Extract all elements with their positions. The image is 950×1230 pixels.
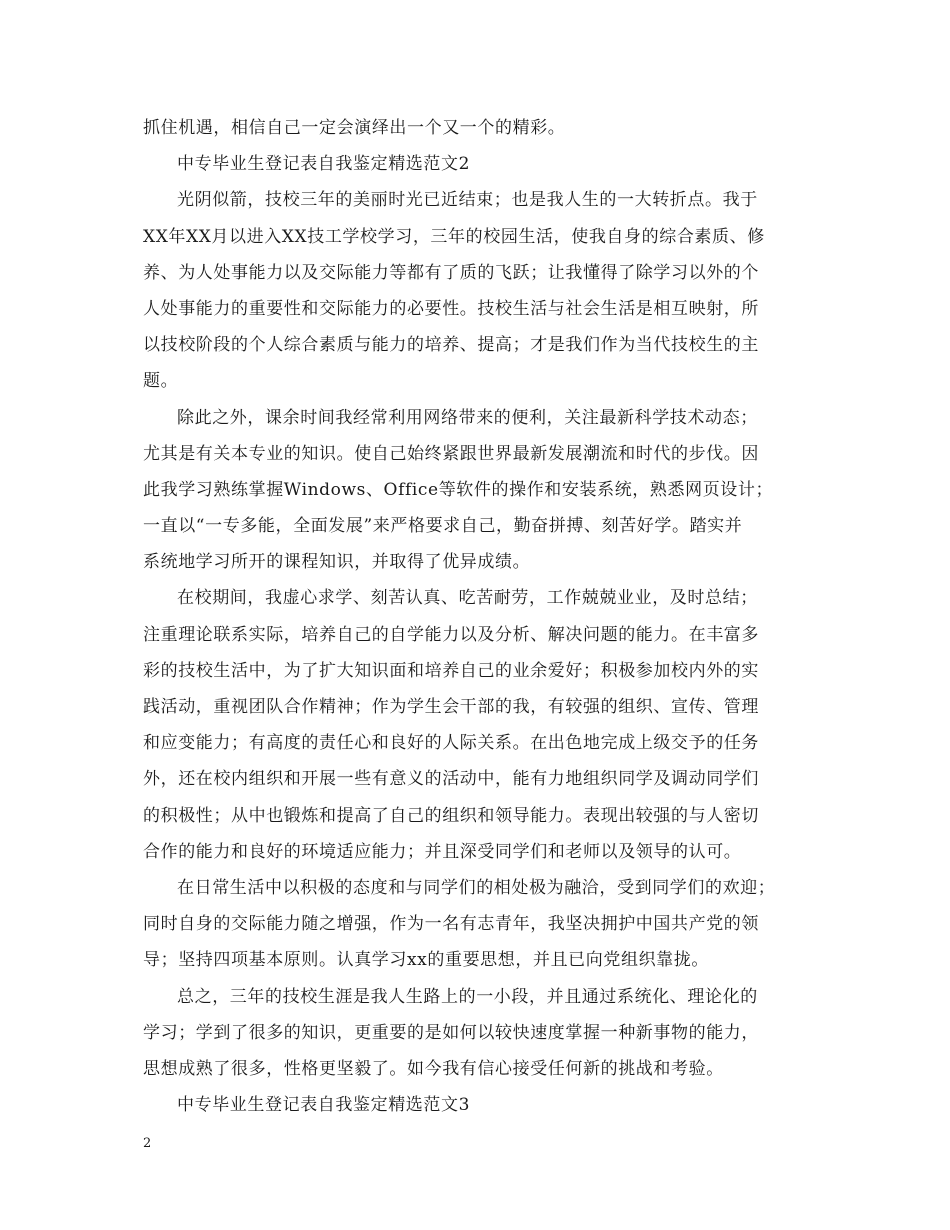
- text-line: 彩的技校生活中，为了扩大知识面和培养自己的业余爱好；积极参加校内外的实: [143, 660, 759, 681]
- text-line: 思想成熟了很多，性格更坚毅了。如今我有信心接受任何新的挑战和考验。: [143, 1058, 724, 1079]
- text-line: 人处事能力的重要性和交际能力的必要性。技校生活与社会生活是相互映射，所: [143, 298, 759, 319]
- page-number: 2: [143, 1136, 152, 1151]
- text-line: 和应变能力；有高度的责任心和良好的人际关系。在出色地完成上级交予的任务: [143, 733, 759, 754]
- text-line: 合作的能力和良好的环境适应能力；并且深受同学们和老师以及领导的认可。: [143, 841, 742, 862]
- text-line: 同时自身的交际能力随之增强，作为一名有志青年，我坚决拥护中国共产党的领: [143, 914, 759, 935]
- document-body: [143, 110, 808, 1123]
- text-line: 践活动，重视团队合作精神；作为学生会干部的我，有较强的组织、宣传、管理: [143, 697, 759, 717]
- text-line: 光阴似箭，技校三年的美丽时光已近结束；也是我人生的一大转折点。我于: [177, 190, 758, 211]
- text-line: 除此之外，课余时间我经常利用网络带来的便利，关注最新科学技术动态；: [177, 407, 758, 428]
- text-line: 养、为人处事能力以及交际能力等都有了质的飞跃；让我懂得了除学习以外的个: [143, 262, 759, 283]
- text-line: 在日常生活中以积极的态度和与同学们的相处极为融洽，受到同学们的欢迎；: [177, 877, 776, 898]
- text-line: 外，还在校内组织和开展一些有意义的活动中，能有力地组织同学及调动同学们: [143, 769, 759, 790]
- text-line: 一直以“一专多能，全面发展”来严格要求自己，勤奋拼搏、刻苦好学。踏实并: [143, 516, 743, 537]
- text-line: 此我学习熟练掌握Windows、Office等软件的操作和安装系统，熟悉网页设计；: [143, 479, 774, 500]
- text-line: 系统地学习所开的课程知识，并取得了优异成绩。: [143, 552, 531, 573]
- text-line: XX年XX月以进入XX技工学校学习，三年的校园生活，使我自身的综合素质、修: [143, 226, 765, 247]
- text-line: 抓住机遇，相信自己一定会演绎出一个又一个的精彩。: [143, 118, 566, 138]
- text-line: 总之，三年的技校生涯是我人生路上的一小段，并且通过系统化、理论化的: [177, 986, 758, 1007]
- text-line: 中专毕业生登记表自我鉴定精选范文3: [177, 1095, 471, 1116]
- text-line: 以技校阶段的个人综合素质与能力的培养、提高；才是我们作为当代技校生的主: [143, 335, 759, 356]
- text-line: 注重理论联系实际，培养自己的自学能力以及分析、解决问题的能力。在丰富多: [143, 624, 759, 645]
- text-line: 尤其是有关本专业的知识。使自己始终紧跟世界最新发展潮流和时代的步伐。因: [143, 443, 759, 464]
- text-line: 在校期间，我虚心求学、刻苦认真、吃苦耐劳，工作兢兢业业，及时总结；: [177, 588, 758, 609]
- text-line: 导；坚持四项基本原则。认真学习xx的重要思想，并且已向党组织靠拢。: [143, 950, 709, 971]
- text-line: 的积极性；从中也锻炼和提高了自己的组织和领导能力。表现出较强的与人密切: [143, 805, 759, 826]
- text-line: 题。: [143, 371, 179, 392]
- text-line: 学习；学到了很多的知识，更重要的是如何以较快速度掌握一种新事物的能力，: [143, 1022, 759, 1043]
- text-line: 中专毕业生登记表自我鉴定精选范文2: [177, 154, 471, 175]
